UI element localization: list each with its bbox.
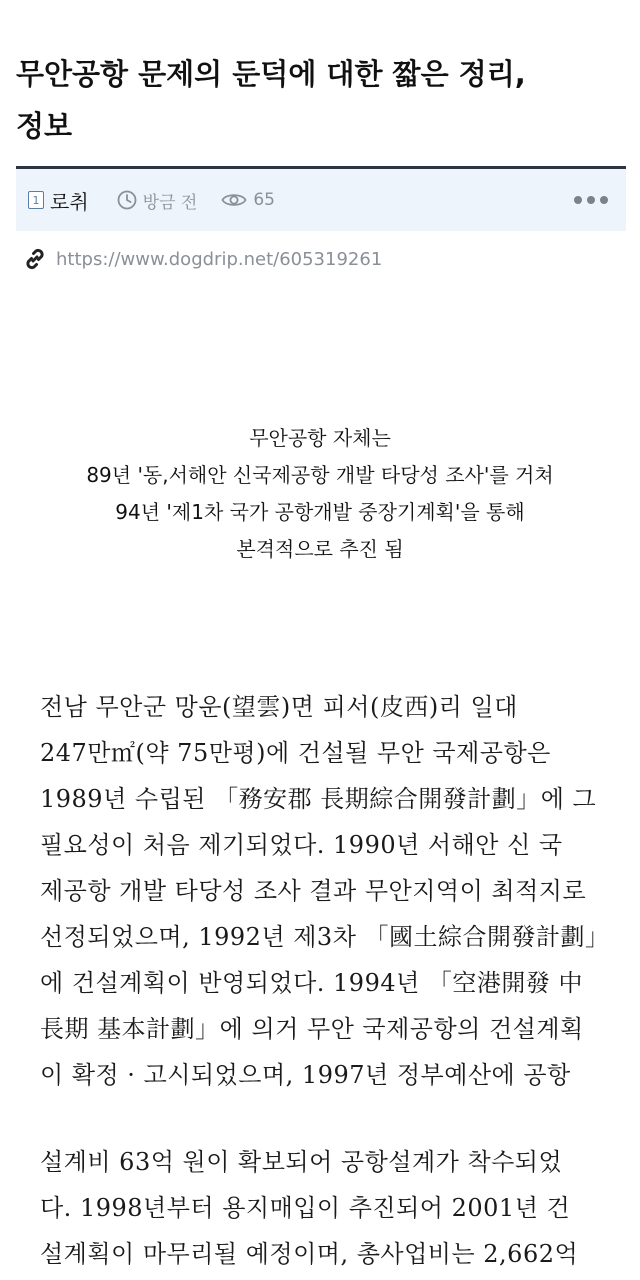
scan-text-line: 長期 基本計劃」에 의거 무안 국제공항의 건설계획 xyxy=(40,1015,584,1043)
scan-text-line: 설계비 63억 원이 확보되어 공항설계가 착수되었 xyxy=(40,1148,563,1176)
post-url-link[interactable]: https://www.dogdrip.net/605319261 xyxy=(56,248,383,270)
scan-text-line: 제공항 개발 타당성 조사 결과 무안지역이 최적지로 xyxy=(40,877,587,905)
caption-line: 94년 '제1차 국가 공항개발 중장기계획'을 통해 xyxy=(115,500,525,524)
view-count-text: 65 xyxy=(253,190,275,210)
post-time-text: 방금 전 xyxy=(142,192,198,213)
category-icon: 1 xyxy=(28,191,44,209)
caption-line: 무안공항 자체는 xyxy=(249,426,391,450)
scan-text-line: 전남 무안군 망운(望雲)면 피서(皮西)리 일대 xyxy=(40,693,518,721)
post-title-line-1: 무안공항 문제의 둔덕에 대한 짧은 정리, xyxy=(16,57,526,91)
scanned-document-image-1 xyxy=(40,684,612,1098)
scan-text-line: 다. 1998년부터 용지매입이 추진되어 2001년 건 xyxy=(40,1194,571,1222)
scan-text-line: 1989년 수립된 「務安郡 長期綜合開發計劃」에 그 xyxy=(40,785,597,813)
scan-text-line: 설계획이 마무리될 예정이며, 총사업비는 2,662억 xyxy=(40,1240,579,1268)
scanned-document-image-2 xyxy=(40,1139,612,1277)
scan-text-line: 247만㎡(약 75만평)에 건설될 무안 국제공항은 xyxy=(40,739,551,767)
post-title-line-2: 정보 xyxy=(16,109,73,143)
scan-text-line: 필요성이 처음 제기되었다. 1990년 서해안 신 국 xyxy=(40,831,563,859)
caption-line: 89년 '동,서해안 신국제공항 개발 타당성 조사'를 거쳐 xyxy=(86,463,554,487)
post-meta-bar xyxy=(16,169,626,231)
more-dot-icon xyxy=(574,196,582,204)
link-icon xyxy=(22,246,48,272)
post-time xyxy=(117,188,198,213)
eye-icon xyxy=(221,191,247,209)
scan-text-line: 선정되었으며, 1992년 제3차 「國土綜合開發計劃」 xyxy=(40,923,610,951)
scan-text-line: 이 확정 · 고시되었으며, 1997년 정부예산에 공항 xyxy=(40,1061,571,1089)
view-count xyxy=(221,190,275,210)
post-url-row xyxy=(22,246,382,272)
more-dot-icon xyxy=(587,196,595,204)
author-name[interactable]: 로취 xyxy=(50,189,89,214)
clock-icon xyxy=(117,190,137,210)
post-title xyxy=(16,48,616,152)
more-options-button[interactable] xyxy=(574,196,608,204)
scan-text-line: 에 건설계획이 반영되었다. 1994년 「空港開發 中 xyxy=(40,969,584,997)
post-caption xyxy=(0,420,640,568)
more-dot-icon xyxy=(600,196,608,204)
caption-line: 본격적으로 추진 됨 xyxy=(236,537,404,561)
